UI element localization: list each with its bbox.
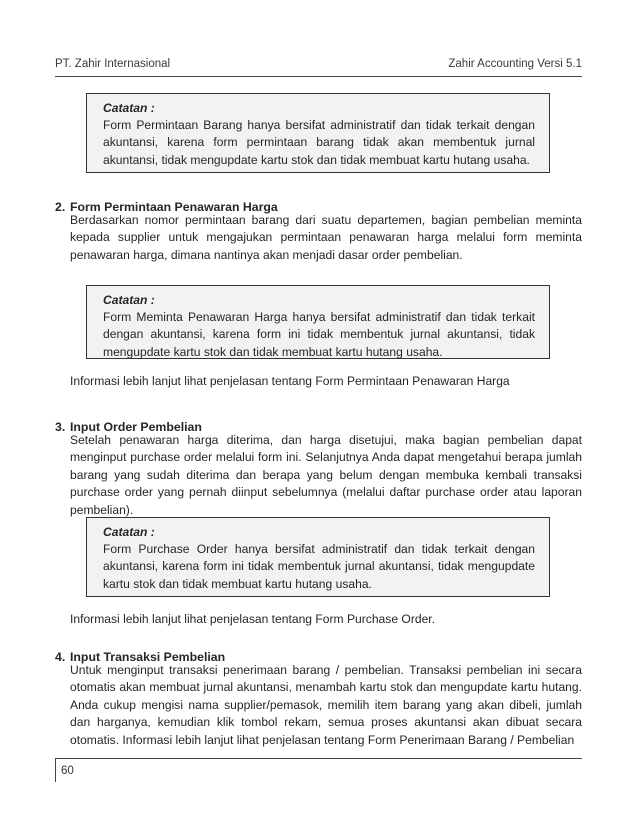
section-3-body: Setelah penawaran harga diterima, dan harga disetujui, maka bagian pembelian dapat menginput purchase order melalui form ini. Selanjutnya Anda dapat mengetahui berapa jumlah barang yang sudah diterima dan berapa yang belum dengan membuka kembali transaksi purchase order yang pernah diinput sebelumnya (melalui daftar purchase order atau laporan pembelian).	[70, 433, 582, 517]
section-4-title: Input Transaksi Pembelian	[70, 650, 226, 664]
section-3-number: 3.	[55, 420, 66, 434]
note-title: Catatan :	[103, 525, 155, 539]
header-rule	[55, 76, 582, 77]
section-2-body: Berdasarkan nomor permintaan barang dari suatu departemen, bagian pembelian meminta kepada supplier untuk mengajukan permintaan penawaran harga melalui form meminta penawaran harga, dimana nantinya akan menjadi dasar order pembelian.	[70, 213, 582, 262]
note-title: Catatan :	[103, 101, 155, 115]
note-box-permintaan-barang	[86, 93, 550, 173]
section-4-body: Untuk menginput transaksi penerimaan barang / pembelian. Transaksi pembelian ini secara otomatis akan membuat jurnal akuntansi, menambah kartu stok dan mengupdate kartu hutang. Anda cukup mengisi nama supplier/pemasok, memilih item barang yang akan dibeli, jumlah dan harganya, kemudian klik tombol rekam, semua proses akuntansi akan dibuat secara otomatis. Informasi lebih lanjut lihat penjelasan tentang Form Penerimaan Barang / Pembelian	[70, 663, 582, 747]
section-2-number: 2.	[55, 200, 66, 214]
note-text: Form Meminta Penawaran Harga hanya bersifat administratif dan tidak terkait dengan akuntansi, karena form ini tidak membentuk jurnal akuntansi, tidak mengupdate kartu stok dan tidak membuat kartu hutang usaha.	[103, 310, 535, 359]
footer-rule	[55, 758, 582, 759]
section-3-title: Input Order Pembelian	[70, 420, 202, 434]
header-product: Zahir Accounting Versi 5.1	[448, 58, 582, 70]
note-box-purchase-order	[86, 517, 550, 597]
note-box-penawaran-harga	[86, 285, 550, 359]
header-company: PT. Zahir Internasional	[55, 58, 171, 70]
note-title: Catatan :	[103, 293, 155, 307]
section-2-more-info: Informasi lebih lanjut lihat penjelasan tentang Form Permintaan Penawaran Harga	[70, 374, 510, 388]
section-4-number: 4.	[55, 650, 66, 664]
note-text: Form Permintaan Barang hanya bersifat administratif dan tidak terkait dengan akuntansi, karena form permintaan barang tidak akan membentuk jurnal akuntansi, tidak mengupdate kartu stok dan tidak membuat kartu hutang usaha.	[103, 118, 535, 167]
section-3-more-info: Informasi lebih lanjut lihat penjelasan tentang Form Purchase Order.	[70, 612, 436, 626]
page-header	[55, 58, 582, 70]
note-text: Form Purchase Order hanya bersifat administratif dan tidak terkait dengan akuntansi, karena form ini tidak membentuk jurnal akuntansi, tidak mengupdate kartu stok dan tidak membuat kartu hutang usaha.	[103, 542, 535, 591]
section-2-title: Form Permintaan Penawaran Harga	[70, 200, 278, 214]
page-number: 60	[61, 765, 74, 777]
footer-divider	[55, 758, 56, 782]
